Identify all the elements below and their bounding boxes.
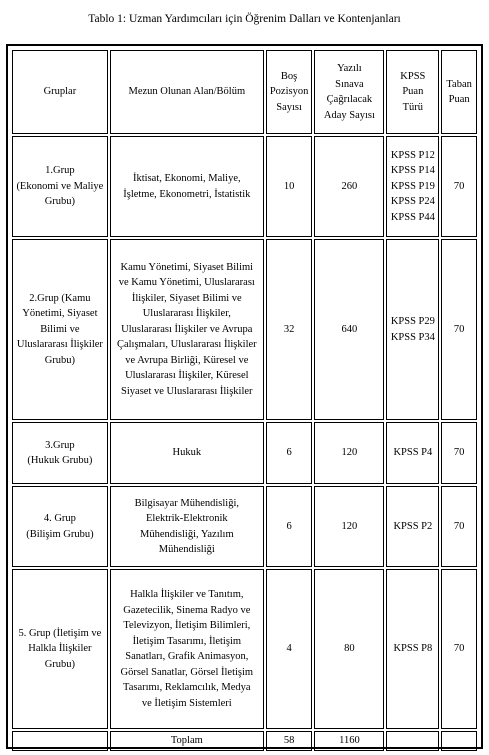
header-line: Puan (402, 86, 424, 98)
table-frame (6, 44, 483, 749)
header-mezun-alan-text: Mezun Olunan Alan/Bölüm (128, 86, 246, 98)
cell-yazili: 120 (314, 486, 384, 567)
cell-line: Grubu) (44, 354, 76, 366)
header-taban-puan (441, 50, 477, 134)
cell-line: ve Kamu Yönetimi, Uluslararası (118, 277, 255, 289)
header-line: Pozisyon (269, 86, 309, 98)
header-gruplar-text: Gruplar (43, 86, 77, 98)
cell-line: İletişim Tasarımı, İletişim (132, 635, 242, 647)
cell-taban: 70 (441, 136, 477, 237)
cell-line: Çalışmaları, Uluslararası İlişkiler (116, 339, 257, 351)
cell-taban: 70 (441, 569, 477, 729)
cell-line: Grubu) (44, 658, 76, 670)
header-line: Taban (446, 78, 472, 90)
cell-bos: 4 (266, 569, 313, 729)
header-bos-pozisyon (266, 50, 313, 134)
header-line: Puan (448, 94, 470, 105)
cell-kpss (386, 239, 439, 420)
cell-kpss (386, 486, 439, 567)
cell-line: Tasarımı, Reklamcılık, Medya (123, 682, 251, 693)
cell-alan (110, 422, 264, 484)
cell-line: 3.Grup (45, 439, 75, 451)
cell-line: KPSS P44 (390, 211, 435, 223)
header-row (12, 50, 477, 134)
cell-line: Halkla İlişkiler ve Tanıtım, (130, 589, 244, 600)
cell-line: KPSS P19 (390, 180, 435, 192)
cell-line: Uluslararası İlişkiler, (142, 308, 231, 320)
cell-line: İlişkiler, Siyaset Bilimi ve (131, 292, 242, 304)
cell-line: Uluslararası İlişkiler (16, 339, 103, 351)
cell-line: KPSS P14 (390, 165, 435, 177)
cell-empty (386, 731, 439, 751)
header-line: KPSS (400, 70, 426, 82)
cell-grup (12, 486, 108, 567)
total-yazili: 1160 (314, 731, 384, 751)
cell-line: Görsel Sanatlar, Görsel İletişim (120, 666, 254, 678)
total-bos: 58 (266, 731, 313, 751)
cell-bos: 32 (266, 239, 313, 420)
cell-line: (Bilişim Grubu) (26, 528, 94, 540)
cell-alan (110, 239, 264, 420)
cell-line: KPSS P12 (390, 149, 435, 161)
cell-line: 5. Grup (İletişim ve (18, 627, 102, 639)
cell-line: KPSS P2 (393, 520, 433, 532)
cell-line: KPSS P34 (390, 331, 435, 343)
cell-line: Uluslararası İlişkiler, Küresel (125, 370, 249, 382)
header-line: Sayısı (276, 101, 302, 113)
cell-line: KPSS P8 (393, 643, 433, 655)
cell-bos: 10 (266, 136, 313, 237)
cell-line: Bilgisayar Mühendisliği, (134, 497, 240, 509)
cell-line: ve Avrupa Birliği, Küresel ve (125, 354, 249, 366)
cell-line: Mühendisliği, Yazılım (139, 528, 234, 540)
header-line: Sınava (335, 78, 364, 90)
cell-line: İktisat, Ekonomi, Maliye, (133, 173, 241, 184)
cell-taban: 70 (441, 422, 477, 484)
cell-line: Televizyon, İletişim Bilimleri, (123, 620, 251, 631)
table-row (12, 239, 477, 420)
cell-alan (110, 136, 264, 237)
header-line: Yazılı (337, 63, 362, 74)
cell-line: 4. Grup (43, 513, 76, 524)
header-gruplar (12, 50, 108, 134)
cell-line: (Hukuk Grubu) (27, 455, 93, 466)
header-yazili-sinav (314, 50, 384, 134)
cell-alan (110, 486, 264, 567)
header-kpss-puan (386, 50, 439, 134)
cell-yazili: 260 (314, 136, 384, 237)
cell-bos: 6 (266, 486, 313, 567)
cell-line: ve İletişim Sistemleri (141, 697, 232, 709)
total-row (12, 731, 477, 751)
cell-grup (12, 569, 108, 729)
cell-line: Bilimi ve (40, 323, 80, 335)
cell-empty (12, 731, 108, 751)
cell-yazili: 640 (314, 239, 384, 420)
quota-table (10, 48, 479, 753)
header-line: Çağrılacak (326, 94, 373, 105)
cell-line: Gazetecilik, Sinema Radyo ve (123, 604, 251, 616)
table-row (12, 136, 477, 237)
cell-line: Siyaset ve Uluslararası İlişkiler (121, 385, 253, 397)
cell-line: Elektrik-Elektronik (145, 513, 228, 524)
table-row (12, 486, 477, 567)
cell-line: Hukuk (172, 447, 202, 459)
cell-grup (12, 422, 108, 484)
table-row (12, 422, 477, 484)
cell-empty (441, 731, 477, 751)
header-line: Aday Sayısı (323, 109, 375, 121)
cell-taban: 70 (441, 239, 477, 420)
table-row (12, 569, 477, 729)
cell-line: Halkla İlişkiler (28, 643, 92, 655)
cell-line: Sanatları, Grafik Animasyon, (125, 651, 249, 662)
cell-line: KPSS P24 (390, 196, 435, 208)
cell-line: İşletme, Ekonometri, İstatistik (123, 188, 251, 200)
header-line: Türü (402, 101, 424, 113)
cell-kpss (386, 422, 439, 484)
cell-line: KPSS P29 (390, 316, 435, 327)
cell-alan (110, 569, 264, 729)
cell-taban: 70 (441, 486, 477, 567)
cell-yazili: 120 (314, 422, 384, 484)
table-title: Tablo 1: Uzman Yardımcıları için Öğrenim Dalları ve Kontenjanları (88, 13, 401, 25)
cell-line: KPSS P4 (393, 447, 433, 459)
cell-grup (12, 136, 108, 237)
header-mezun-alan (110, 50, 264, 134)
total-label: Toplam (110, 731, 264, 751)
cell-line: Kamu Yönetimi, Siyaset Bilimi (120, 261, 254, 273)
cell-line: Mühendisliği (158, 544, 215, 555)
cell-line: 1.Grup (45, 165, 75, 177)
cell-kpss (386, 136, 439, 237)
cell-kpss (386, 569, 439, 729)
cell-line: Yönetimi, Siyaset (22, 308, 98, 320)
header-line: Boş (280, 70, 298, 82)
cell-grup (12, 239, 108, 420)
cell-yazili: 80 (314, 569, 384, 729)
cell-bos: 6 (266, 422, 313, 484)
cell-line: (Ekonomi ve Maliye (16, 180, 104, 192)
cell-line: 2.Grup (Kamu (29, 292, 91, 304)
cell-line: Grubu) (44, 196, 76, 208)
cell-line: Uluslararası İlişkiler ve Avrupa (121, 323, 253, 335)
